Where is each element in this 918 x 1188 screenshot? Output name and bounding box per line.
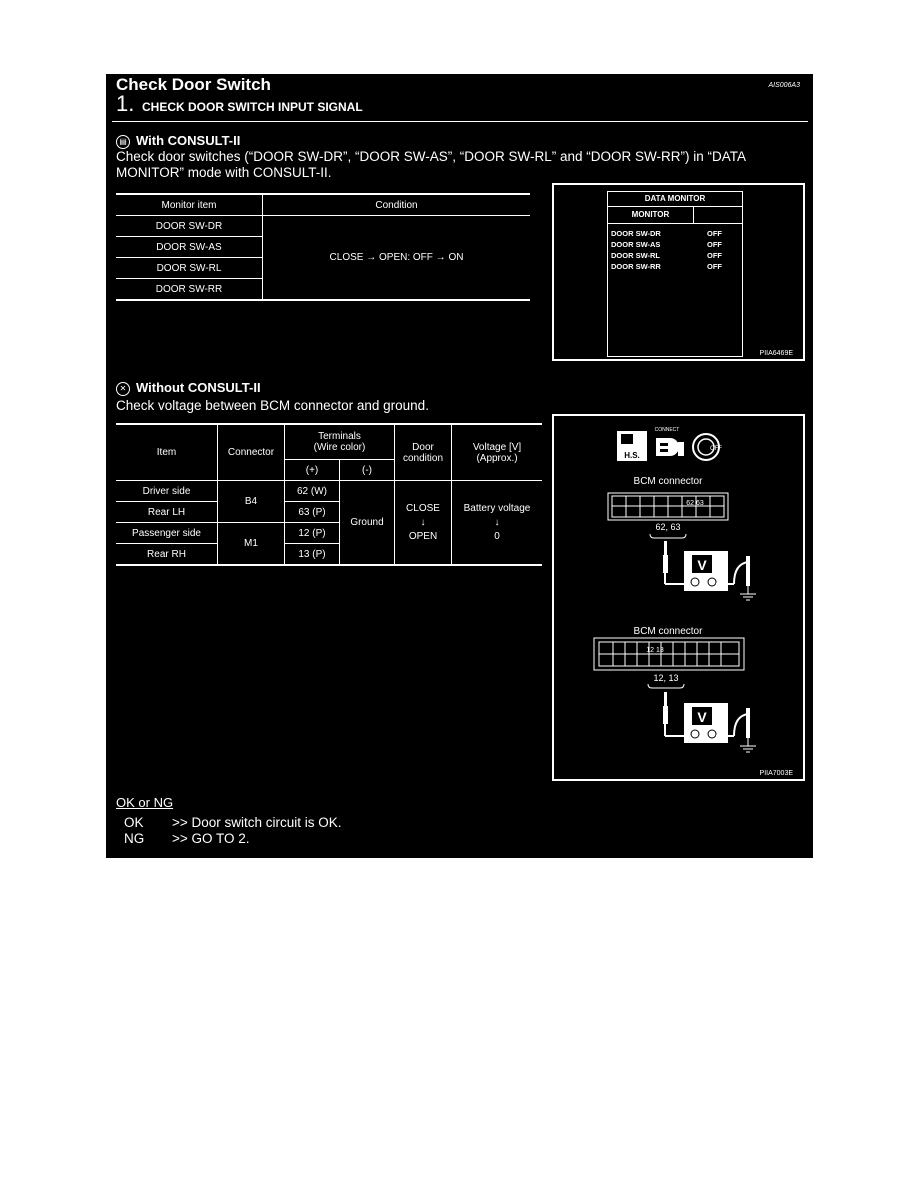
result-ng-text: >> GO TO 2.	[172, 831, 250, 846]
item-cell: Rear RH	[116, 544, 218, 566]
pin-callout: 12, 13	[653, 673, 679, 683]
condition-open: OPEN	[408, 530, 438, 542]
monitor-row	[611, 261, 739, 272]
page-title: Check Door Switch	[116, 75, 271, 94]
column-header: Item	[116, 424, 218, 481]
terminal-plus-cell: 62 (W)	[285, 481, 340, 502]
column-header: (Wire color)	[313, 442, 366, 453]
column-header: Monitor item	[116, 194, 263, 216]
column-header: (Approx.)	[476, 452, 518, 464]
connector-label: BCM connector	[633, 626, 703, 637]
ignition-off-icon	[693, 434, 722, 460]
without-consult-instruction: Check voltage between BCM connector and ground.	[116, 398, 429, 413]
monitor-row-value: OFF	[707, 229, 722, 238]
terminals-header	[285, 424, 395, 460]
figure-code: PIIA7003E	[759, 770, 793, 777]
item-cell: Rear LH	[116, 502, 218, 523]
condition-cell: CLOSE → OPEN: OFF → ON	[263, 216, 531, 301]
data-monitor-screen	[607, 191, 743, 357]
svg-text:CONNECT: CONNECT	[654, 427, 680, 433]
consult-icon: ▤	[116, 135, 130, 149]
figure-code: PIIA6469E	[759, 350, 793, 357]
instruction-line: Check door switches (“DOOR SW-DR”, “DOOR SW-AS”, “DOOR SW-RL” and “DOOR SW-RR”) in “DATA	[116, 149, 747, 164]
bcm-connector-figure	[552, 414, 805, 781]
bcm-connector-2	[594, 638, 744, 670]
monitor-rows	[608, 224, 742, 276]
monitor-item: DOOR SW-DR	[116, 216, 263, 237]
column-header: condition	[402, 452, 444, 464]
data-monitor-figure	[552, 183, 805, 361]
monitor-item: DOOR SW-RR	[116, 279, 263, 301]
condition-close: CLOSE	[406, 502, 440, 514]
item-cell: Passenger side	[116, 523, 218, 544]
wiring-diagram	[554, 416, 803, 779]
step-number: 1.	[116, 91, 135, 116]
column-header: Voltage [V]	[472, 441, 522, 453]
voltmeter-1	[663, 541, 756, 600]
terminal-plus-cell: 12 (P)	[285, 523, 340, 544]
monitor-row-value: OFF	[707, 251, 722, 260]
divider	[112, 121, 808, 122]
monitor-item: DOOR SW-RL	[116, 258, 263, 279]
voltage-cell	[452, 481, 543, 566]
monitor-row	[611, 228, 739, 239]
bcm-connector-1	[608, 493, 728, 520]
result-ok-text: >> Door switch circuit is OK.	[172, 815, 342, 830]
monitor-header-row	[608, 207, 742, 224]
ignition-hs-icon	[617, 431, 647, 461]
connector-disconnect-icon	[655, 427, 684, 456]
voltage-low: 0	[494, 530, 500, 542]
no-consult-icon: ✕	[116, 382, 130, 396]
item-cell: Driver side	[116, 481, 218, 502]
monitor-row	[611, 239, 739, 250]
column-header: Connector	[218, 424, 285, 481]
service-manual-panel	[106, 74, 813, 858]
monitor-row-item: DOOR SW-AS	[611, 240, 661, 249]
data-monitor-title: DATA MONITOR	[608, 192, 742, 207]
result-ng-label: NG	[124, 831, 145, 846]
with-consult-instruction	[116, 149, 806, 181]
instruction-line: MONITOR” mode with CONSULT-II.	[116, 165, 332, 180]
monitor-row	[611, 250, 739, 261]
without-consult-heading: ✕ Without CONSULT-II	[116, 380, 261, 396]
svg-text:OFF: OFF	[710, 446, 722, 452]
svg-text:12 13: 12 13	[646, 647, 664, 654]
result-ok-label: OK	[124, 815, 144, 830]
column-header: (+)	[285, 460, 340, 481]
monitor-item-table	[116, 193, 530, 301]
with-consult-heading: ▤ With CONSULT-II	[116, 133, 240, 149]
monitor-row-value: OFF	[707, 262, 722, 271]
door-condition-header	[395, 424, 452, 481]
step-title: CHECK DOOR SWITCH INPUT SIGNAL	[142, 100, 363, 114]
monitor-row-item: DOOR SW-RL	[611, 251, 661, 260]
svg-text:V: V	[697, 709, 707, 725]
column-header: (-)	[340, 460, 395, 481]
terminal-plus-cell: 13 (P)	[285, 544, 340, 566]
connector-label: BCM connector	[633, 476, 703, 487]
column-header: Door	[412, 441, 434, 453]
voltage-high: Battery voltage	[463, 502, 531, 514]
svg-text:V: V	[697, 557, 707, 573]
voltmeter-2	[663, 692, 756, 752]
section-code: AIS006A3	[768, 82, 800, 89]
terminal-minus-cell: Ground	[340, 481, 395, 566]
monitor-item: DOOR SW-AS	[116, 237, 263, 258]
voltage-arrow: ↓	[494, 516, 500, 528]
monitor-row-item: DOOR SW-DR	[611, 229, 661, 238]
monitor-row-value: OFF	[707, 240, 722, 249]
monitor-row-item: DOOR SW-RR	[611, 262, 661, 271]
voltage-check-table	[116, 423, 542, 566]
terminal-plus-cell: 63 (P)	[285, 502, 340, 523]
voltage-header	[452, 424, 543, 481]
condition-arrow: ↓	[420, 516, 426, 528]
monitor-label: MONITOR	[608, 207, 694, 223]
connector-cell: M1	[218, 523, 285, 566]
svg-text:H.S.: H.S.	[624, 451, 640, 460]
pin-callout: 62, 63	[655, 522, 681, 532]
door-condition-cell	[395, 481, 452, 566]
column-header: Condition	[263, 194, 531, 216]
svg-text:62 63: 62 63	[686, 500, 704, 507]
result-heading: OK or NG	[116, 795, 174, 810]
connector-cell: B4	[218, 481, 285, 523]
column-header: Terminals	[318, 431, 361, 442]
